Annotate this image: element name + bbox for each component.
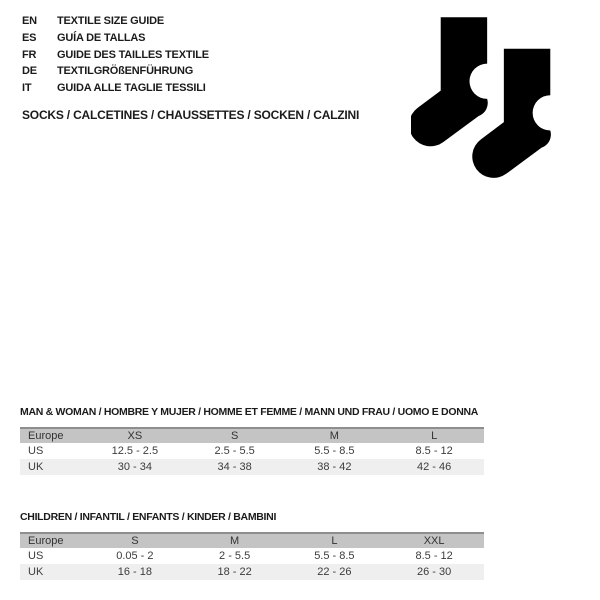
children-size-grid <box>20 532 484 580</box>
table-header-row <box>20 533 484 548</box>
region-cell: UK <box>28 460 44 473</box>
col-header-size: M <box>230 534 240 547</box>
table-header-row <box>20 428 484 443</box>
col-header-region: Europe <box>28 429 64 442</box>
col-header-size: S <box>230 429 239 442</box>
col-header-size: M <box>329 429 339 442</box>
col-header-size: L <box>431 429 438 442</box>
double-socks-icon <box>411 17 554 179</box>
size-cell: 16 - 18 <box>117 565 152 578</box>
size-table-children <box>20 510 484 580</box>
size-cell: 22 - 26 <box>317 565 352 578</box>
table-row-us <box>20 443 484 459</box>
language-code: EN <box>22 15 37 27</box>
col-header-size: XXL <box>423 534 445 547</box>
language-code: DE <box>22 65 37 78</box>
size-cell: 8.5 - 12 <box>415 444 453 457</box>
language-code: ES <box>22 31 37 44</box>
language-code: IT <box>22 82 32 95</box>
language-row-es <box>22 32 209 49</box>
language-label: GUÍA DE TALLAS <box>57 31 146 44</box>
size-table-adults <box>20 405 484 475</box>
size-cell: 30 - 34 <box>117 460 152 473</box>
col-header-size: XS <box>127 429 143 442</box>
size-cell: 2 - 5.5 <box>219 549 251 562</box>
language-list <box>22 15 209 99</box>
region-cell: US <box>28 444 44 457</box>
language-row-de <box>22 65 209 82</box>
size-cell: 12.5 - 2.5 <box>111 444 159 457</box>
table-row-uk <box>20 459 484 475</box>
language-label: TEXTILGRÖßENFÜHRUNG <box>57 65 194 78</box>
adults-size-grid <box>20 427 484 475</box>
language-row-en <box>22 15 209 32</box>
language-label: GUIDA ALLE TAGLIE TESSILI <box>57 82 206 95</box>
category-title: SOCKS / CALCETINES / CHAUSSETTES / SOCKEN / CALZINI <box>22 108 360 122</box>
table-row-us <box>20 548 484 564</box>
size-cell: 2.5 - 5.5 <box>214 444 255 457</box>
socks-svg <box>411 17 554 179</box>
size-cell: 42 - 46 <box>417 460 452 473</box>
size-cell: 5.5 - 8.5 <box>314 444 355 457</box>
language-row-fr <box>22 49 209 66</box>
size-cell: 0.05 - 2 <box>116 549 154 562</box>
language-row-it <box>22 82 209 99</box>
language-label: GUIDE DES TAILLES TEXTILE <box>57 48 209 61</box>
table-title-children: CHILDREN / INFANTIL / ENFANTS / KINDER / BAMBINI <box>20 511 277 523</box>
language-code: FR <box>22 48 37 61</box>
size-cell: 8.5 - 12 <box>415 549 453 562</box>
size-cell: 18 - 22 <box>217 565 252 578</box>
col-header-size: L <box>331 534 338 547</box>
language-label: TEXTILE SIZE GUIDE <box>57 15 165 27</box>
region-cell: US <box>28 549 44 562</box>
col-header-region: Europe <box>28 534 64 547</box>
size-cell: 5.5 - 8.5 <box>314 549 355 562</box>
size-cell: 26 - 30 <box>417 565 452 578</box>
table-title-adults: MAN & WOMAN / HOMBRE Y MUJER / HOMME ET FEMME / MANN UND FRAU / UOMO E DONNA <box>20 406 479 418</box>
size-cell: 34 - 38 <box>217 460 252 473</box>
size-cell: 38 - 42 <box>317 460 352 473</box>
region-cell: UK <box>28 565 44 578</box>
col-header-size: S <box>131 534 139 547</box>
table-row-uk <box>20 564 484 580</box>
